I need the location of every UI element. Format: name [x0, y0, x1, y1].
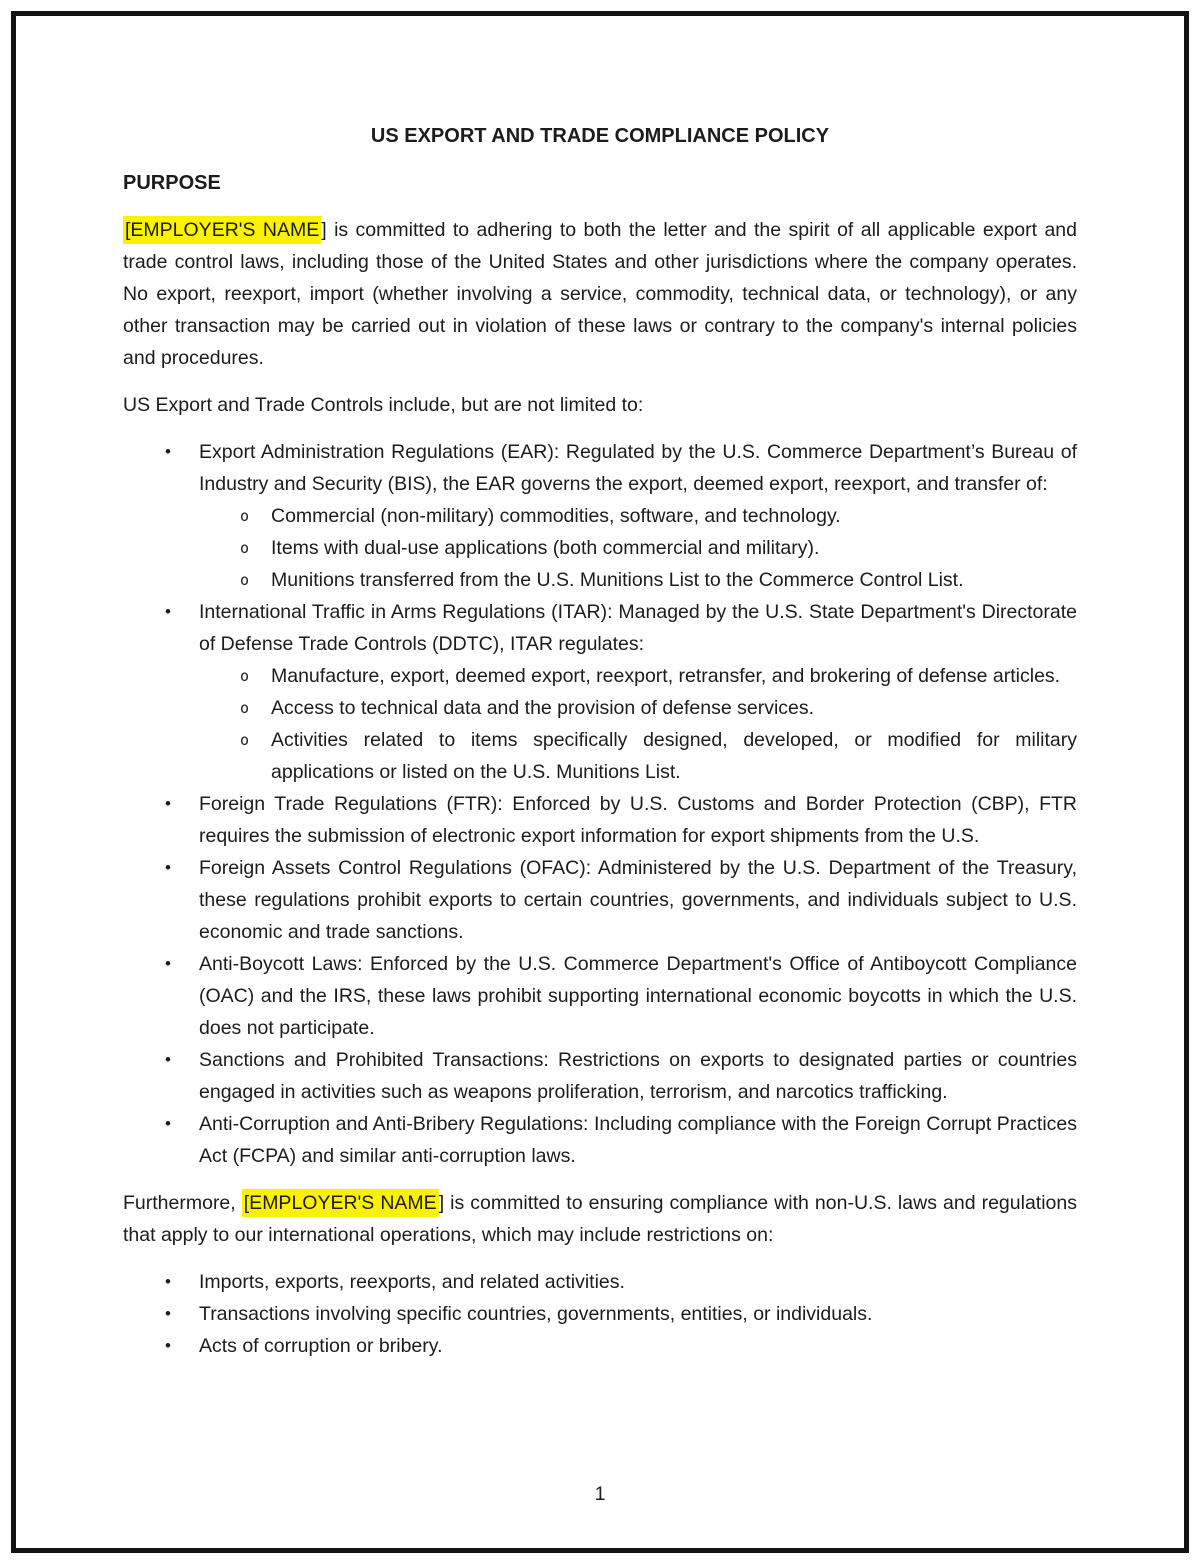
list-item: [123, 596, 1077, 660]
circle-bullet-icon: o: [240, 731, 250, 749]
list-item-text: Foreign Trade Regulations (FTR): Enforced by U.S. Customs and Border Protection (CBP), FTR requires the submission of electronic export information for export shipments from the U.S.: [199, 793, 1077, 847]
document-content: [123, 0, 1077, 1564]
sub-list-item: [123, 692, 1077, 724]
list-item: [123, 1108, 1077, 1172]
bullet-icon: •: [165, 794, 171, 813]
bullet-icon: •: [165, 1304, 171, 1323]
furthermore-paragraph: [123, 1187, 1077, 1251]
list-item-text: Export Administration Regulations (EAR): Regulated by the U.S. Commerce Department’s Bureau of Industry and Security (BIS), the EAR governs the export, deemed export, reexport, and transfer of:: [199, 441, 1077, 495]
list-item-text: Foreign Assets Control Regulations (OFAC): Administered by the U.S. Department of the Treasury, these regulations prohibit exports to certain countries, governments, and individuals subject to U.S. economic and trade sanctions.: [199, 857, 1077, 943]
purpose-heading: PURPOSE: [123, 172, 221, 194]
list-item: [123, 436, 1077, 500]
sub-list-item: [123, 724, 1077, 788]
list-item-text: Anti-Boycott Laws: Enforced by the U.S. Commerce Department's Office of Antiboycott Compliance (OAC) and the IRS, these laws prohibit supporting international economic boycotts in which the U.S. does not participate.: [199, 953, 1077, 1039]
bullet-icon: •: [165, 1114, 171, 1133]
sub-list-item-text: Access to technical data and the provision of defense services.: [271, 697, 815, 719]
bullet-icon: •: [165, 954, 171, 973]
list-item-text: Sanctions and Prohibited Transactions: Restrictions on exports to designated parties or countries engaged in activities such as weapons proliferation, terrorism, and narcotics trafficking.: [199, 1049, 1077, 1103]
sub-list-item: [123, 564, 1077, 596]
circle-bullet-icon: o: [240, 539, 250, 557]
sub-list-item-text: Munitions transferred from the U.S. Munitions List to the Commerce Control List.: [271, 569, 964, 591]
bullet-icon: •: [165, 1336, 171, 1355]
list-item: [123, 1044, 1077, 1108]
list-item-text: Acts of corruption or bribery.: [199, 1335, 443, 1357]
sub-list-item: [123, 532, 1077, 564]
furthermore-tail-text: ] is committed to ensuring compliance with non-U.S. laws and regulations that apply to our international operations, which may include restrictions on:: [123, 1192, 1077, 1246]
circle-bullet-icon: o: [240, 667, 250, 685]
list-item-text: Transactions involving specific countries, governments, entities, or individuals.: [199, 1303, 873, 1325]
list-item: [123, 948, 1077, 1044]
intro-paragraph: [123, 214, 1077, 374]
sub-list-item: [123, 660, 1077, 692]
furthermore-list: [123, 1266, 1077, 1362]
list-item: [123, 1330, 1077, 1362]
document-title: US EXPORT AND TRADE COMPLIANCE POLICY: [370, 125, 830, 147]
controls-list: [123, 436, 1077, 1172]
list-item-text: International Traffic in Arms Regulations (ITAR): Managed by the U.S. State Department's Directorate of Defense Trade Controls (DDTC), ITAR regulates:: [199, 601, 1077, 655]
bullet-icon: •: [165, 1272, 171, 1291]
controls-intro-paragraph: US Export and Trade Controls include, but are not limited to:: [123, 394, 644, 416]
intro-paragraph-text: ] is committed to adhering to both the letter and the spirit of all applicable export and trade control laws, including those of the United States and other jurisdictions where the company operates. No export, reexport, import (whether involving a service, commodity, technical data, or technology), or any other transaction may be carried out in violation of these laws or contrary to the company's internal policies and procedures.: [123, 219, 1077, 369]
list-item: [123, 1266, 1077, 1298]
circle-bullet-icon: o: [240, 507, 250, 525]
circle-bullet-icon: o: [240, 571, 250, 589]
bullet-icon: •: [165, 1050, 171, 1069]
list-item: [123, 788, 1077, 852]
employer-name-highlight: [EMPLOYER'S NAME: [242, 1189, 439, 1217]
circle-bullet-icon: o: [240, 699, 250, 717]
bullet-icon: •: [165, 442, 171, 461]
sub-list-item-text: Commercial (non-military) commodities, software, and technology.: [271, 505, 841, 527]
bullet-icon: •: [165, 602, 171, 621]
sub-list-item-text: Activities related to items specifically designed, developed, or modified for military applications or listed on the U.S. Munitions List.: [271, 729, 1077, 783]
page-number: 1: [594, 1483, 606, 1505]
bullet-icon: •: [165, 858, 171, 877]
sub-list-item-text: Items with dual-use applications (both commercial and military).: [271, 537, 820, 559]
sub-list-item: [123, 500, 1077, 532]
sub-list-item-text: Manufacture, export, deemed export, reexport, retransfer, and brokering of defense articles.: [271, 665, 1061, 687]
employer-name-highlight: [EMPLOYER'S NAME: [123, 216, 321, 244]
list-item: [123, 1298, 1077, 1330]
list-item-text: Imports, exports, reexports, and related activities.: [199, 1271, 625, 1293]
list-item: [123, 852, 1077, 948]
furthermore-lead-text: Furthermore,: [123, 1192, 242, 1214]
list-item-text: Anti-Corruption and Anti-Bribery Regulations: Including compliance with the Foreign Corrupt Practices Act (FCPA) and similar anti-corruption laws.: [199, 1113, 1077, 1167]
